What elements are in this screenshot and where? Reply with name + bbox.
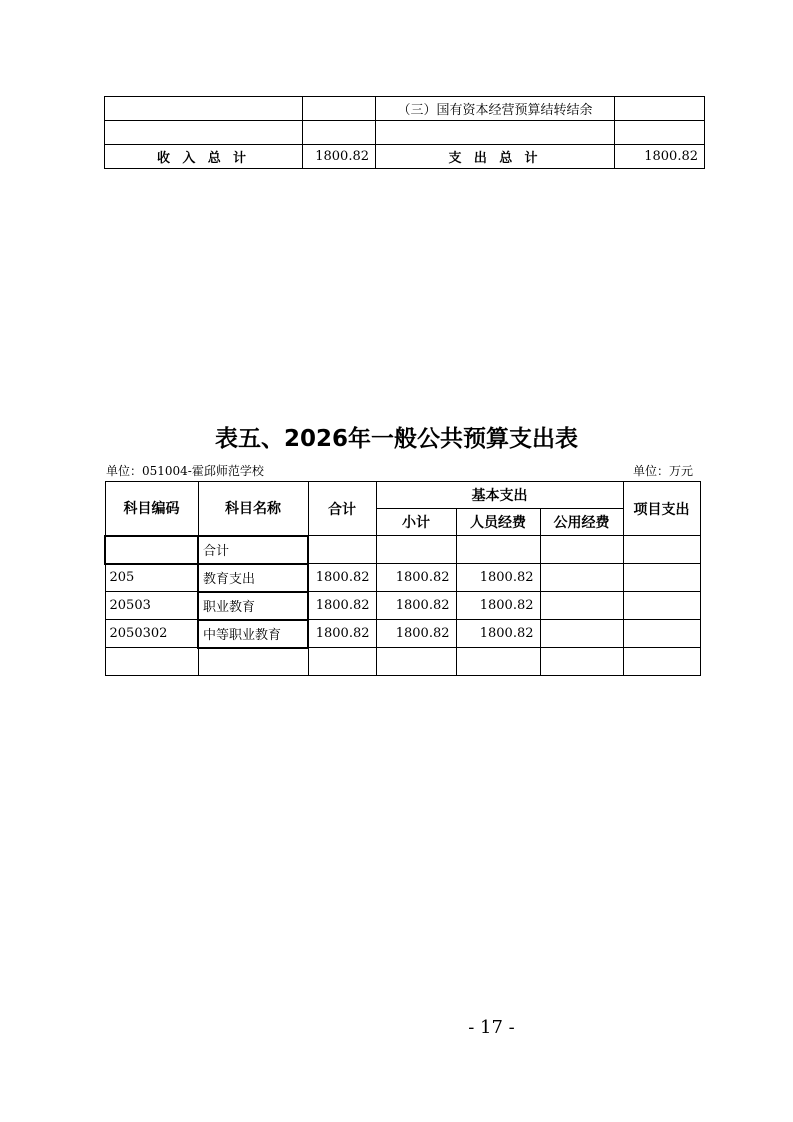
row-personnel [456, 536, 540, 564]
row-code: 20503 [105, 592, 198, 620]
header-name: 科目名称 [198, 482, 308, 536]
row-project [623, 564, 700, 592]
table-cell [376, 121, 615, 145]
table-row [105, 592, 700, 620]
row-name: 职业教育 [198, 592, 308, 620]
table-row [105, 536, 700, 564]
expense-total-label: 支 出 总 计 [376, 145, 615, 169]
row-personnel [456, 648, 540, 676]
table-row [105, 121, 705, 145]
page-number: - 17 - [468, 1017, 515, 1038]
table-row [105, 620, 700, 648]
row-code [105, 536, 198, 564]
header-public: 公用经费 [540, 509, 623, 536]
table-cell [615, 97, 705, 121]
header-personnel: 人员经费 [456, 509, 540, 536]
table-row [105, 97, 705, 121]
row-code [105, 648, 198, 676]
row-personnel: 1800.82 [456, 620, 540, 648]
row-name: 合计 [198, 536, 308, 564]
row-project [623, 620, 700, 648]
row-name [198, 648, 308, 676]
row-personnel: 1800.82 [456, 564, 540, 592]
table-row [105, 564, 700, 592]
table-cell [303, 97, 376, 121]
table-cell [105, 121, 303, 145]
table-cell [615, 121, 705, 145]
row-subtotal: 1800.82 [376, 620, 456, 648]
table-cell [105, 97, 303, 121]
unit-currency: 单位：万元 [632, 464, 693, 478]
total-row [105, 145, 705, 169]
row-public [540, 564, 623, 592]
row-name: 中等职业教育 [198, 620, 308, 648]
header-code: 科目编码 [105, 482, 198, 536]
row-name: 教育支出 [198, 564, 308, 592]
row-public [540, 648, 623, 676]
budget-expenditure-table [104, 481, 701, 676]
row-subtotal [376, 536, 456, 564]
row-code: 2050302 [105, 620, 198, 648]
header-row [105, 482, 700, 509]
row-public [540, 536, 623, 564]
row-code: 205 [105, 564, 198, 592]
table-cell: （三）国有资本经营预算结转结余 [376, 97, 615, 121]
header-subtotal: 小计 [376, 509, 456, 536]
table-cell [303, 121, 376, 145]
header-total: 合计 [308, 482, 376, 536]
table-row [105, 648, 700, 676]
expense-total-value: 1800.82 [615, 145, 705, 169]
header-project: 项目支出 [623, 482, 700, 536]
row-public [540, 620, 623, 648]
row-total: 1800.82 [308, 564, 376, 592]
unit-organization: 单位：051004-霍邱师范学校 [106, 464, 264, 478]
row-total [308, 648, 376, 676]
row-project [623, 592, 700, 620]
income-total-value: 1800.82 [303, 145, 376, 169]
row-subtotal: 1800.82 [376, 564, 456, 592]
row-personnel: 1800.82 [456, 592, 540, 620]
row-public [540, 592, 623, 620]
row-total [308, 536, 376, 564]
row-total: 1800.82 [308, 620, 376, 648]
row-subtotal [376, 648, 456, 676]
row-subtotal: 1800.82 [376, 592, 456, 620]
table-title: 表五、2026年一般公共预算支出表 [214, 426, 578, 452]
income-expense-summary-table [104, 96, 705, 169]
row-project [623, 536, 700, 564]
row-total: 1800.82 [308, 592, 376, 620]
header-basic: 基本支出 [376, 482, 623, 509]
row-project [623, 648, 700, 676]
income-total-label: 收 入 总 计 [105, 145, 303, 169]
